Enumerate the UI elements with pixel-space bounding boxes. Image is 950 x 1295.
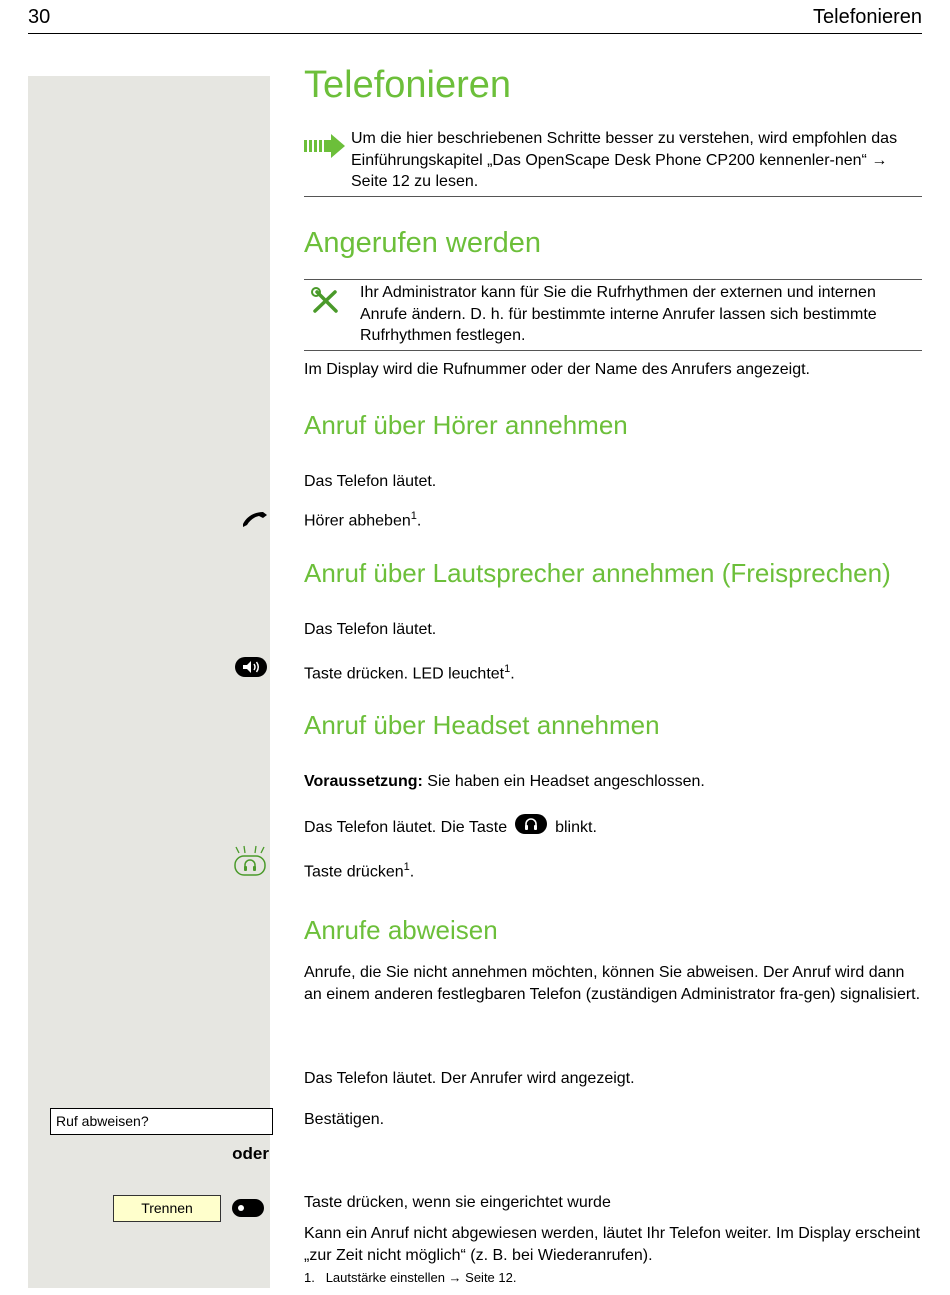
- divider: [304, 196, 922, 197]
- footnote: 1. Lautstärke einstellen → Seite 12.: [304, 1270, 517, 1285]
- reject-intro: Anrufe, die Sie nicht annehmen möchten, können Sie abweisen. Der Anruf wird dann an einem anderen festlegbaren Telefon (zuständigen Administrator fra-gen) signalisiert.: [304, 964, 921, 1003]
- section-title-speaker: Anruf über Lautsprecher annehmen (Freisprechen): [304, 558, 891, 588]
- speaker-key-icon: [235, 657, 267, 677]
- chapter-title: Telefonieren: [813, 6, 922, 28]
- divider: [304, 350, 922, 351]
- step-text: Taste drücken, wenn sie eingerichtet wurde: [304, 1194, 611, 1211]
- step-text: Das Telefon läutet. Der Anrufer wird angezeigt.: [304, 1070, 635, 1087]
- page-number: 30: [28, 6, 51, 28]
- arrow-icon: [304, 133, 346, 164]
- step-text: Das Telefon läutet.: [304, 473, 437, 490]
- display-option-reject[interactable]: Ruf abweisen?: [50, 1108, 273, 1135]
- programmable-key-icon: [232, 1199, 264, 1217]
- step-text: Taste drücken. LED leuchtet$^1$.: [304, 663, 515, 683]
- closing-text: Kann ein Anruf nicht abgewiesen werden, läutet Ihr Telefon weiter. Im Display erscheint „zur Zeit nicht möglich“ (z. B. bei Wiederanrufen).: [304, 1225, 921, 1264]
- tools-icon: [311, 287, 341, 320]
- display-info-text: Im Display wird die Rufnummer oder der Name des Anrufers angezeigt.: [304, 361, 810, 378]
- section-title-headset: Anruf über Headset annehmen: [304, 710, 660, 740]
- divider: [304, 279, 922, 280]
- step-text: Bestätigen.: [304, 1111, 385, 1128]
- header-rule: [28, 33, 922, 34]
- intro-note: Um die hier beschriebenen Schritte besser zu verstehen, wird empfohlen das Einführungskapitel „Das OpenScape Desk Phone CP200 kennenler-nen“ → Seite 12 zu lesen.: [351, 130, 898, 190]
- admin-note: Ihr Administrator kann für Sie die Rufrhythmen der externen und internen Anrufe ändern. D. h. für bestimmte interne Anrufer lassen sich bestimmte Rufrhythmen festlegen.: [360, 284, 877, 344]
- headset-key-icon: [515, 814, 547, 834]
- step-text: Das Telefon läutet.: [304, 621, 437, 638]
- trennen-key[interactable]: Trennen: [113, 1195, 221, 1222]
- headset-blinking-icon: [232, 845, 268, 882]
- step-text: Das Telefon läutet. Die Taste blinkt.: [304, 817, 597, 839]
- step-text: Taste drücken$^1$.: [304, 861, 415, 881]
- handset-icon: [241, 508, 269, 533]
- section-title-called: Angerufen werden: [304, 227, 541, 259]
- sidebar-column: [28, 76, 270, 1288]
- step-text: Hörer abheben$^1$.: [304, 510, 422, 530]
- section-title-reject: Anrufe abweisen: [304, 915, 498, 945]
- page-title: Telefonieren: [304, 64, 512, 106]
- section-title-handset: Anruf über Hörer annehmen: [304, 410, 628, 440]
- prerequisite-text: Voraussetzung: Sie haben ein Headset angeschlossen.: [304, 773, 705, 790]
- or-label: oder: [232, 1144, 269, 1163]
